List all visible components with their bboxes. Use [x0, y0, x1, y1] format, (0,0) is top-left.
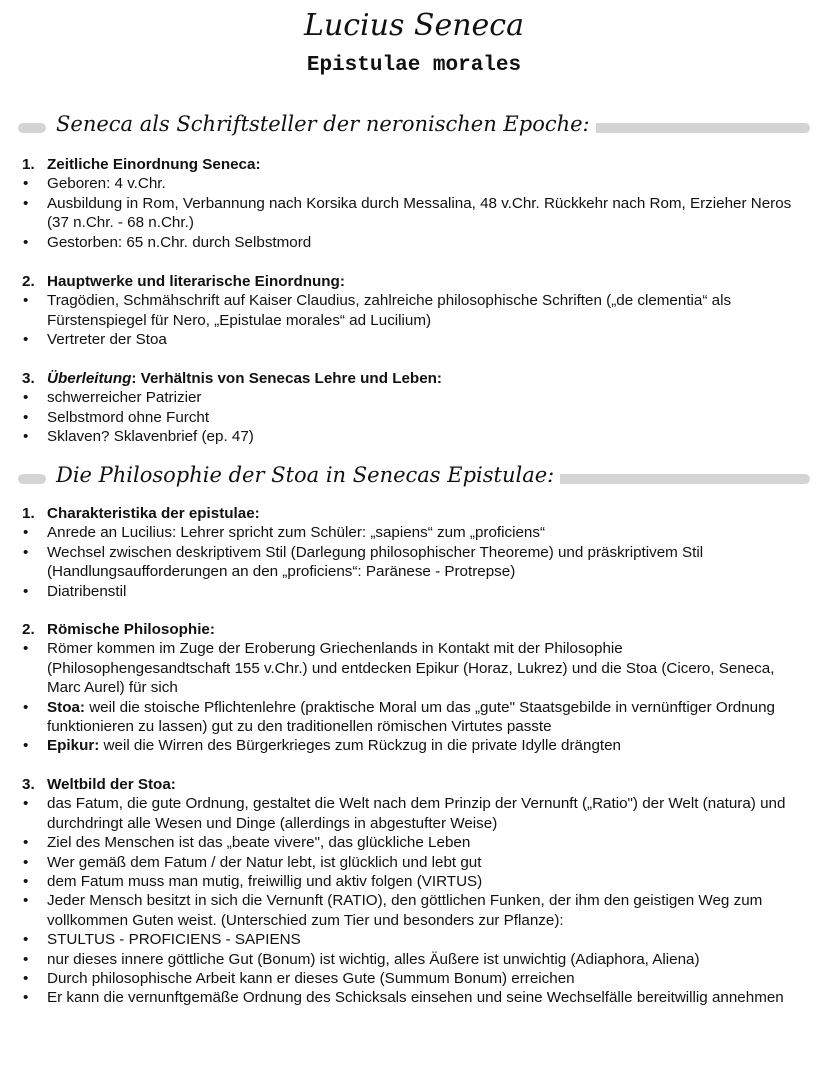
- list-item: • Diatribenstil: [23, 582, 127, 600]
- page-title: Lucius Seneca: [304, 8, 524, 43]
- section-heading: 2. Hauptwerke und literarische Einordnung:: [22, 273, 345, 290]
- list-item: • das Fatum, die gute Ordnung, gestaltet die Welt nach dem Prinzip der Vernunft („Ratio") der Welt (natura) und durchdringt alle Wesen und Dinge (allerdings in abgestufter Weise): [23, 795, 786, 832]
- banner-bar-left: [18, 474, 46, 484]
- list-item: • Tragödien, Schmähschrift auf Kaiser Claudius, zahlreiche philosophische Schriften („de clementia“ als Fürstenspiegel für Nero, „Epistulae morales“ ad Lucilium): [23, 292, 732, 329]
- bullet-list: [22, 639, 802, 755]
- list-item: • Epikur: weil die Wirren des Bürgerkrieges zum Rückzug in die private Idylle drängten: [23, 737, 622, 755]
- part1-block-3: [22, 369, 802, 447]
- list-item: • Vertreter der Stoa: [23, 331, 167, 349]
- list-item: • nur dieses innere göttliche Gut (Bonum) ist wichtig, alles Äußere ist unwichtig (Adiaphora, Aliena): [23, 950, 700, 968]
- section-heading: 1. Charakteristika der epistulae:: [22, 505, 260, 522]
- bullet-list: [22, 291, 802, 349]
- list-item: • Geboren: 4 v.Chr.: [23, 175, 166, 193]
- bullet-list: [22, 174, 802, 252]
- list-item: • Durch philosophische Arbeit kann er dieses Gute (Summum Bonum) erreichen: [23, 970, 575, 988]
- list-item: • Gestorben: 65 n.Chr. durch Selbstmord: [23, 233, 312, 251]
- list-item: • STULTUS - PROFICIENS - SAPIENS: [23, 931, 301, 949]
- part2-block-1: [22, 504, 802, 601]
- list-item: • Er kann die vernunftgemäße Ordnung des Schicksals einsehen und seine Wechselfälle bereitwillig annehmen: [23, 989, 784, 1007]
- section-heading: 3. Weltbild der Stoa:: [22, 776, 176, 793]
- section-heading: 3. Überleitung: Verhältnis von Senecas Lehre und Leben:: [22, 370, 442, 387]
- section-banner-1: [18, 112, 810, 142]
- part1-block-2: [22, 272, 802, 350]
- page-subtitle: Epistulae morales: [306, 54, 522, 77]
- list-item: • Wer gemäß dem Fatum / der Natur lebt, ist glücklich und lebt gut: [23, 853, 482, 871]
- list-item: • Ausbildung in Rom, Verbannung nach Korsika durch Messalina, 48 v.Chr. Rückkehr nach Rom, Erzieher Neros (37 n.Chr. - 68 n.Chr.): [23, 194, 792, 232]
- banner-bar-left: [18, 123, 46, 133]
- list-item: • Jeder Mensch besitzt in sich die Vernunft (RATIO), den göttlichen Funken, der ihm den geistigen Weg zum vollkommen Guten weist. (Unterschied zum Tier und besonders zur Pflanze):: [23, 892, 763, 929]
- banner-title: Die Philosophie der Stoa in Senecas Epistulae:: [50, 463, 560, 487]
- bullet-list: [22, 794, 802, 1007]
- part2-block-2: [22, 620, 802, 756]
- bullet-list: [22, 523, 802, 601]
- section-heading: 1. Zeitliche Einordnung Seneca:: [22, 156, 261, 173]
- section-banner-2: [18, 463, 810, 493]
- list-item: • Ziel des Menschen ist das „beate vivere", das glückliche Leben: [23, 834, 471, 852]
- list-item: • Wechsel zwischen deskriptivem Stil (Darlegung philosophischer Theoreme) und präskriptivem Stil (Handlungsaufforderungen an den „proficiens“: Paränese - Protrepse): [23, 543, 704, 581]
- list-item: • Selbstmord ohne Furcht: [23, 408, 210, 426]
- bullet-list: [22, 388, 802, 446]
- part2-block-3: [22, 775, 802, 1008]
- list-item: • dem Fatum muss man mutig, freiwillig und aktiv folgen (VIRTUS): [23, 873, 483, 891]
- part1-block-1: [22, 155, 802, 252]
- list-item: • Römer kommen im Zuge der Eroberung Griechenlands in Kontakt mit der Philosophie (Philosophengesandtschaft 155 v.Chr.) und entdecken Epikur (Horaz, Lukrez) und die Stoa (Cicero, Seneca, Marc Aurel) für sich: [23, 640, 775, 697]
- section-heading: 2. Römische Philosophie:: [22, 621, 215, 638]
- list-item: • schwerreicher Patrizier: [23, 389, 202, 407]
- list-item: • Anrede an Lucilius: Lehrer spricht zum Schüler: „sapiens“ zum „proficiens“: [23, 524, 546, 542]
- banner-title: Seneca als Schriftsteller der neronischen Epoche:: [50, 112, 596, 136]
- list-item: • Stoa: weil die stoische Pflichtenlehre (praktische Moral um das „gute" Staatsgebilde in vernünftiger Ordnung funktionieren zu lassen) gut zu den traditionellen römischen Virtutes passte: [23, 698, 775, 736]
- list-item: • Sklaven? Sklavenbrief (ep. 47): [23, 428, 254, 446]
